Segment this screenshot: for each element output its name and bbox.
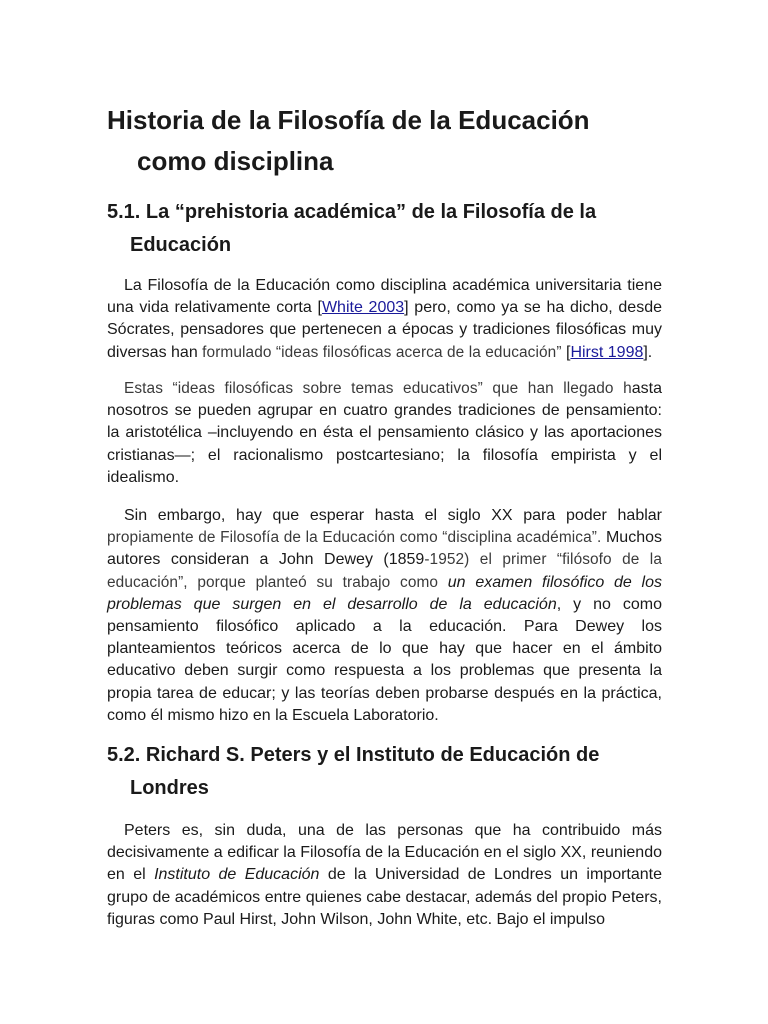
section-heading-5-2-line-2: Londres bbox=[130, 777, 209, 799]
page-title-line-2: como disciplina bbox=[137, 146, 334, 176]
citation-link-hirst-1998[interactable]: Hirst 1998 bbox=[570, 343, 644, 361]
page-title-line-1: Historia de la Filosofía de la Educación bbox=[107, 105, 590, 135]
page-title bbox=[107, 100, 667, 182]
paragraph-3: Sin embargo, hay que esperar hasta el siglo XX para poder hablar propiamente de Filosofía de la Educación como “disciplina académica”. Muchos autores consideran a John Dewey (1859-1952) el primer “filósofo de la educación”, porque planteó su trabajo como un examen filosófico de los problemas que surgen en el desarrollo de la educación, y no como pensamiento filosófico aplicado a la educación. Para Dewey los planteamientos teóricos acerca de lo que hay que hacer en el ámbito educativo deben surgir como respuesta a los problemas que presenta la propia tarea de educar; y las teorías deben probarse después en la práctica, como él mismo hizo en la Escuela Laboratorio. bbox=[107, 507, 663, 724]
section-heading-5-2 bbox=[107, 739, 667, 805]
section-heading-5-1 bbox=[107, 196, 667, 262]
emphasis-text: Instituto de Educación bbox=[154, 866, 320, 884]
section-heading-5-2-line-1: 5.2. Richard S. Peters y el Instituto de Educación de bbox=[107, 744, 600, 766]
paragraph-1: La Filosofía de la Educación como disciplina académica universitaria tiene una vida relativamente corta [White 2003] pero, como ya se ha dicho, desde Sócrates, pensadores que pertenecen a épocas y tradiciones filosóficas muy diversas han formulado “ideas filosóficas acerca de la educación” [Hirst 1998]. bbox=[107, 277, 663, 361]
citation-link-white-2003[interactable]: White 2003 bbox=[321, 299, 405, 317]
emphasis-text: un examen filosófico de los problemas que surgen en el desarrollo de la educación bbox=[107, 573, 663, 613]
section-heading-5-1-line-2: Educación bbox=[130, 234, 232, 256]
section-heading-5-1-line-1: 5.1. La “prehistoria académica” de la Filosofía de la bbox=[107, 201, 597, 223]
paragraph-2: Estas “ideas filosóficas sobre temas educativos” que han llegado hasta nosotros se pueden agrupar en cuatro grandes tradiciones de pensamiento: la aristotélica –incluyendo en ésta el pensamiento clásico y las aportaciones cristianas—; el racionalismo postcartesiano; la filosofía empirista y el idealismo. bbox=[107, 380, 662, 486]
paragraph-4: Peters es, sin duda, una de las personas que ha contribuido más decisivamente a edificar la Filosofía de la Educación en el siglo XX, reuniendo en el Instituto de Educación de la Universidad de Londres un importante grupo de académicos entre quienes cabe destacar, además del propio Peters, figuras como Paul Hirst, John Wilson, John White, etc. Bajo el impulso bbox=[107, 822, 663, 928]
